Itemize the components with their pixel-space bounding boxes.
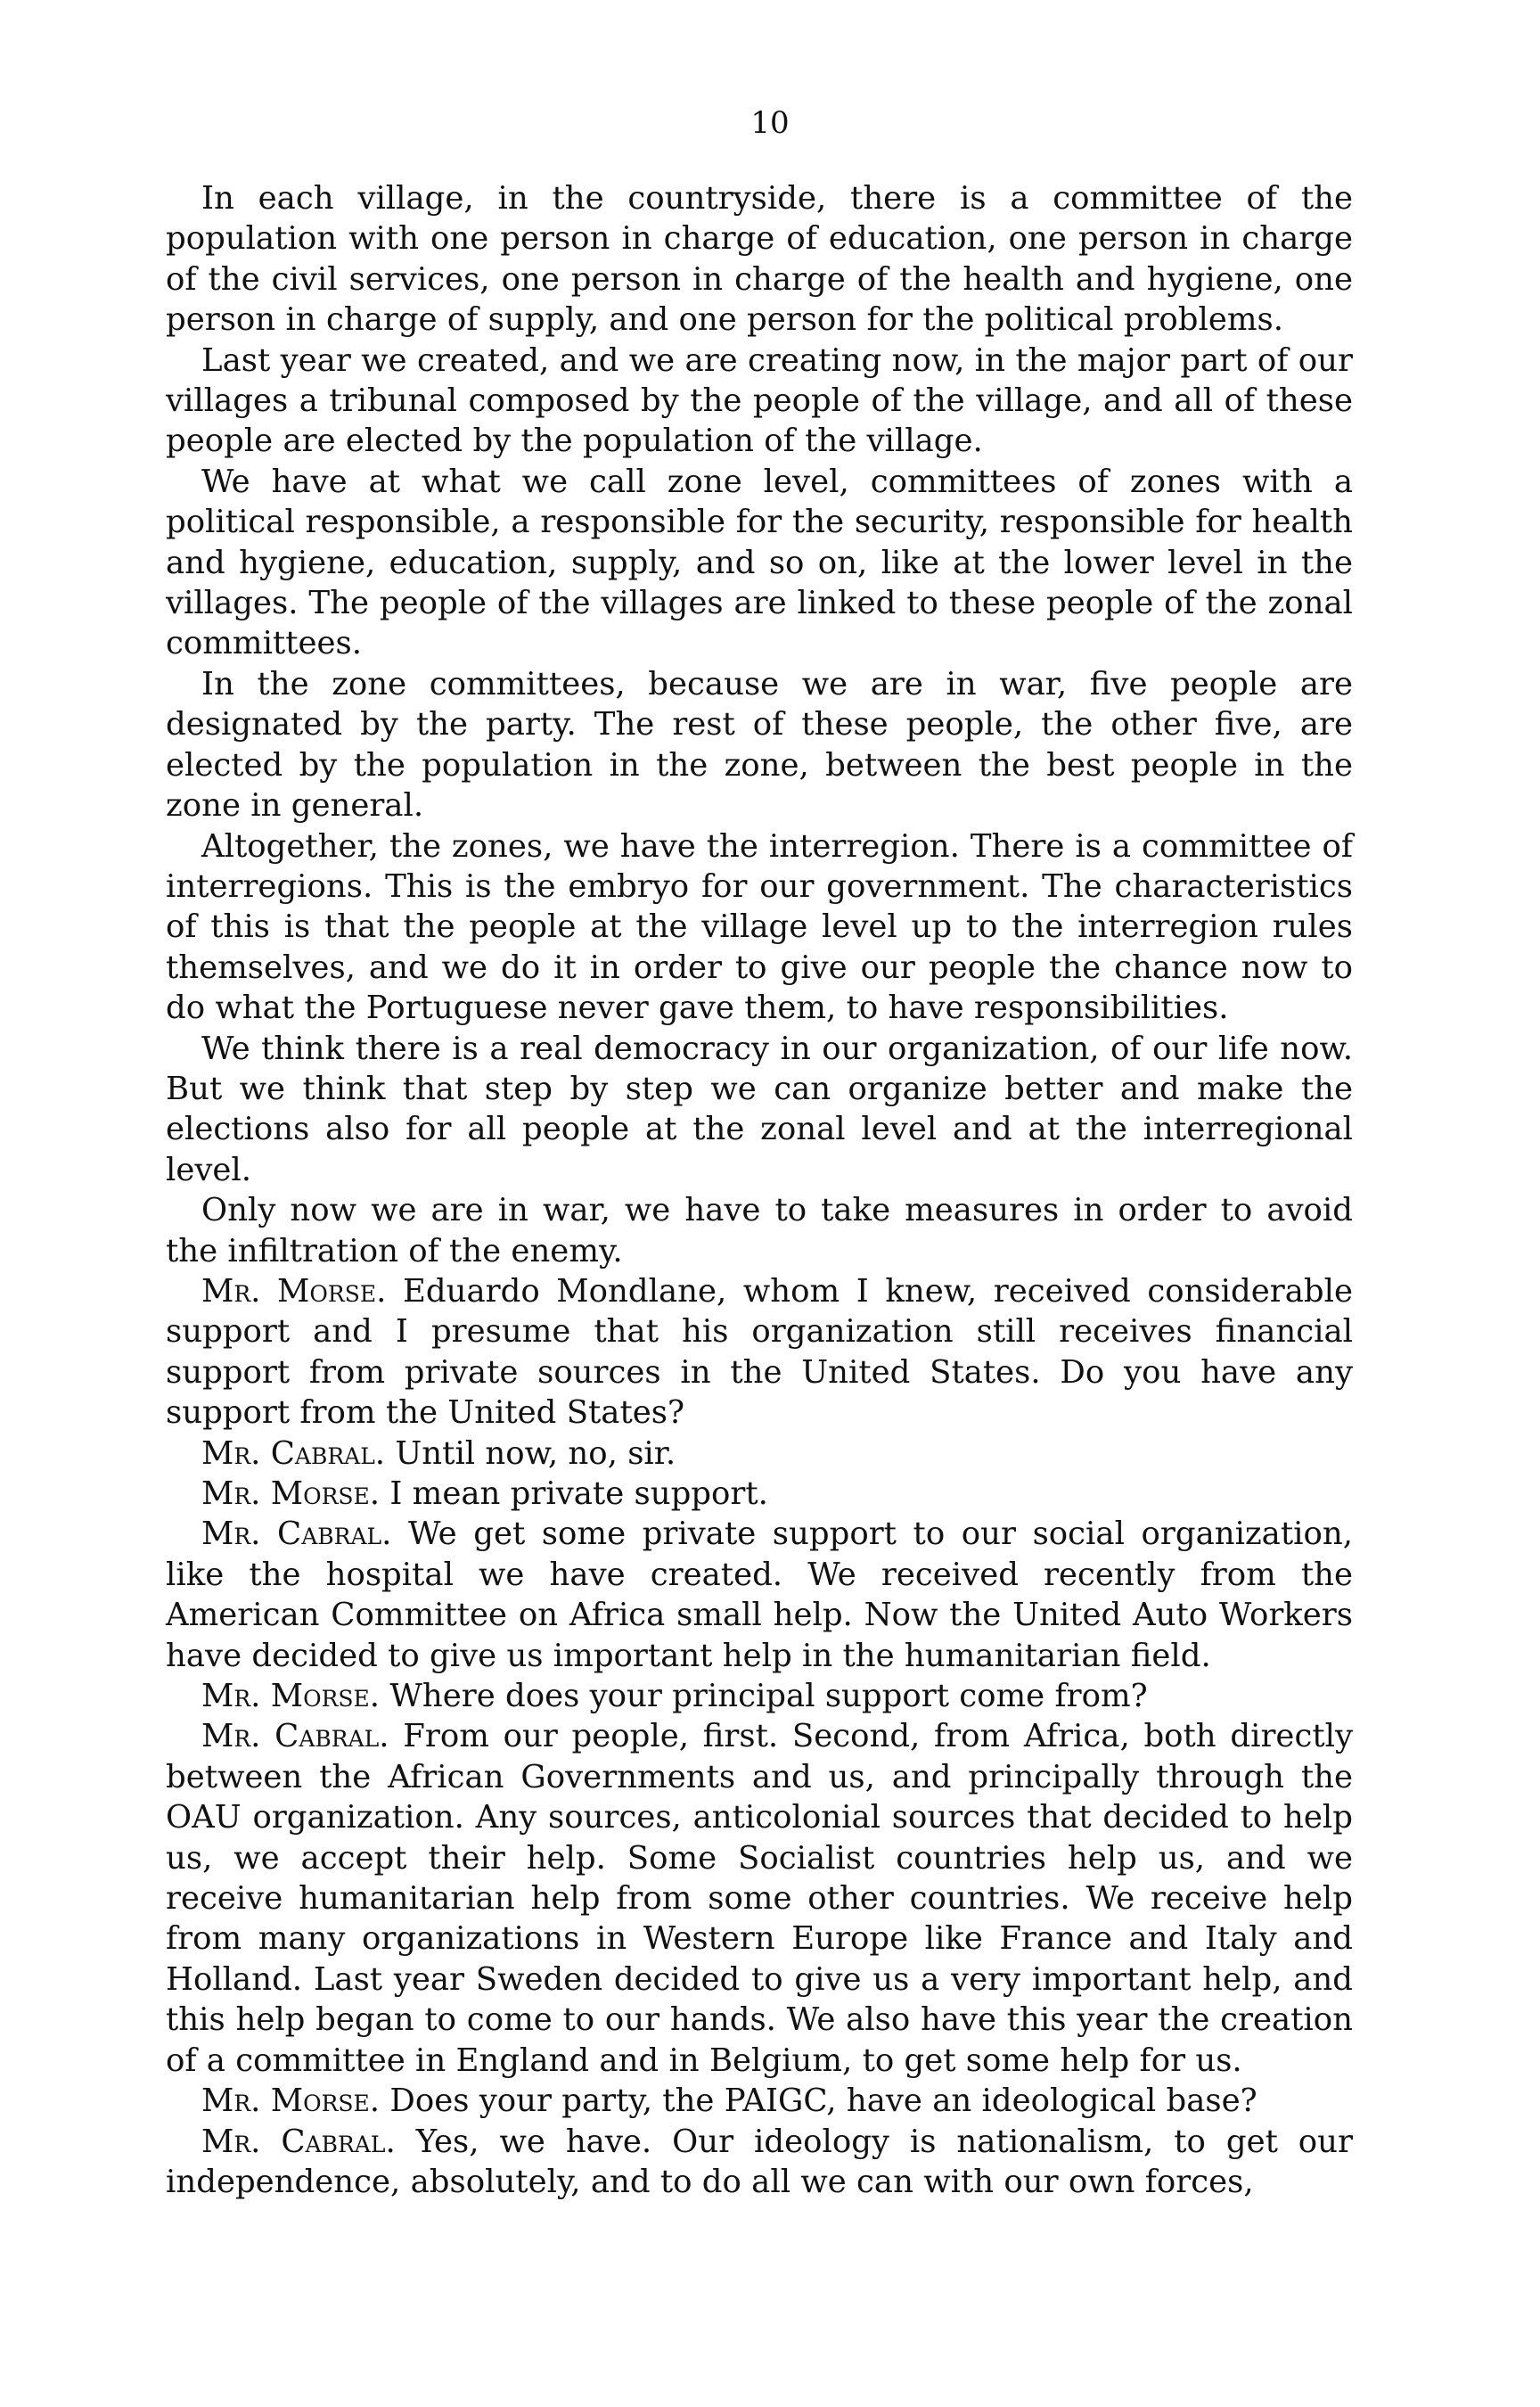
paragraph <box>166 1190 1353 1271</box>
paragraph-text: Last year we created, and we are creating now, in the major part of our villages a tribunal composed by the people of the village, and all of these people are elected by the population of the village. <box>166 341 1353 460</box>
paragraph-text: We think there is a real democracy in our organization, of our life now. But we think that step by step we can organize better and make the elections also for all people at the zonal level and at the interregional level. <box>166 1030 1353 1188</box>
paragraph <box>166 664 1353 826</box>
speaker-name: Mr. Cabral. <box>201 1718 389 1755</box>
paragraph <box>166 1676 1353 1716</box>
speaker-name: Mr. Cabral. <box>201 2123 396 2160</box>
paragraph <box>166 178 1353 341</box>
paragraph-text: I mean private support. <box>389 1475 768 1512</box>
paragraph-text: From our people, first. Second, from Africa, both directly between the African Governments and us, and principally through the OAU organization. Any sources, anticolonial sources that decided to help us, we accept their help. Some Socialist countries help us, and we receive humanitarian help from some other countries. We receive help from many organizations in Western Europe like France and Italy and Holland. Last year Sweden decided to give us a very important help, and this help began to come to our hands. We also have this year the creation of a committee in England and in Belgium, to get some help for us. <box>166 1718 1354 2079</box>
speaker-name: Mr. Morse. <box>201 1272 387 1310</box>
paragraph <box>166 1271 1353 1434</box>
paragraph <box>166 341 1353 462</box>
speaker-name: Mr. Morse. <box>201 1678 381 1715</box>
paragraph-text: In each village, in the countryside, there is a committee of the population with one person in charge of education, one person in charge of the civil services, one person in charge of the health and hygiene, one person in charge of supply, and one person for the political problems. <box>166 180 1353 339</box>
speaker-name: Mr. Morse. <box>201 2083 381 2120</box>
paragraph <box>166 2122 1353 2203</box>
paragraph-text: Only now we are in war, we have to take measures in order to avoid the infiltration of the enemy. <box>166 1192 1353 1269</box>
paragraph <box>166 1716 1353 2081</box>
speaker-name: Mr. Cabral. <box>201 1516 392 1553</box>
paragraph <box>166 462 1353 664</box>
paragraph <box>166 1434 1353 1474</box>
paragraph-text: In the zone committees, because we are in war, five people are designated by the party. The rest of these people, the other five, are elected by the population in the zone, between the best people in the zone in general. <box>166 665 1353 825</box>
paragraph-text: We get some private support to our social organization, like the hospital we have created. We received recently from the American Committee on Africa small help. Now the United Auto Workers have decided to give us important help in the humanitarian field. <box>166 1516 1353 1674</box>
paragraph-text: Where does your principal support come from? <box>389 1678 1148 1715</box>
paragraph-text: Yes, we have. Our ideology is nationalism, to get our independence, absolutely, and to do all we can with our own forces, <box>166 2123 1353 2200</box>
paragraph <box>166 2081 1353 2121</box>
paragraph-text: Until now, no, sir. <box>395 1434 676 1472</box>
paragraph-text: We have at what we call zone level, committees of zones with a political responsible, a responsible for the security, responsible for health and hygiene, education, supply, and so on, like at the lower level in the villages. The people of the villages are linked to these people of the zonal committees. <box>166 463 1353 662</box>
page-number: 10 <box>750 105 790 141</box>
paragraph <box>166 1474 1353 1514</box>
paragraph-text: Does your party, the PAIGC, have an ideological base? <box>389 2083 1257 2120</box>
speaker-name: Mr. Morse. <box>201 1475 381 1512</box>
paragraph <box>166 1029 1353 1191</box>
paragraph-text: Altogether, the zones, we have the interregion. There is a committee of interregions. This is the embryo for our government. The characteristics of this is that the people at the village level up to the interregion rules themselves, and we do it in order to give our people the chance now to do what the Portuguese never gave them, to have responsibilities. <box>166 827 1353 1027</box>
body-text <box>166 178 1353 2202</box>
speaker-name: Mr. Cabral. <box>201 1434 386 1472</box>
paragraph <box>166 1514 1353 1676</box>
paragraph-text: Eduardo Mondlane, whom I knew, received considerable support and I presume that his organization still receives financial support from private sources in the United States. Do you have any support from the United States? <box>166 1272 1353 1432</box>
paragraph <box>166 826 1353 1029</box>
